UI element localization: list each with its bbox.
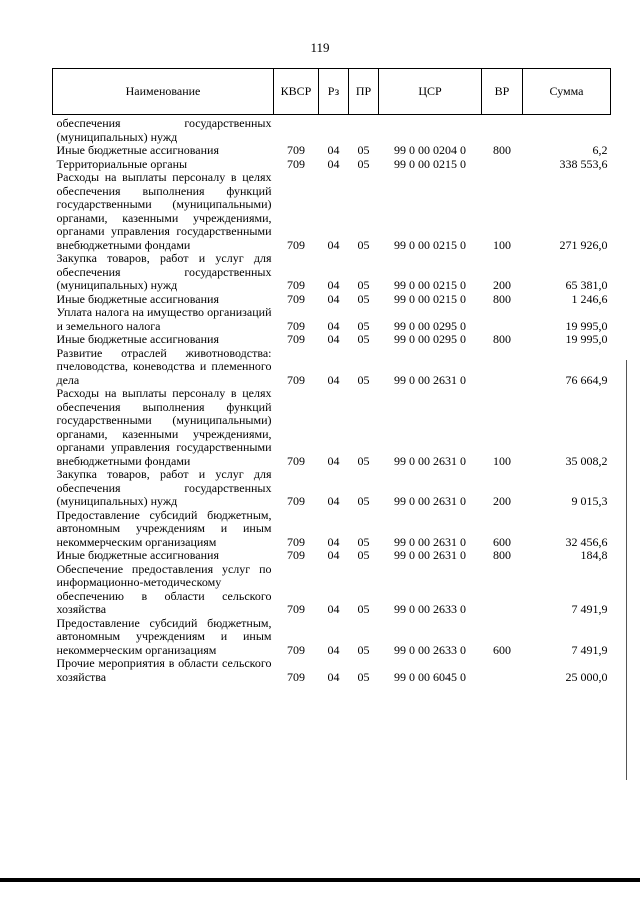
table-row bbox=[53, 468, 611, 509]
row-vr: 600 bbox=[493, 642, 511, 657]
row-vr bbox=[482, 657, 523, 684]
row-kvsr: 709 bbox=[287, 494, 305, 508]
row-kvsr: 709 bbox=[287, 372, 305, 387]
row-name: Закупка товаров, работ и услуг для обеспечения государственных (муниципальных) нужд bbox=[56, 251, 272, 292]
header-vr: ВР bbox=[482, 69, 523, 115]
row-sum bbox=[523, 115, 611, 145]
row-sum: 7 491,9 bbox=[571, 602, 608, 616]
row-pr: 05 bbox=[357, 156, 370, 171]
row-pr bbox=[349, 115, 379, 145]
row-vr: 100 bbox=[493, 237, 511, 252]
row-rz: 04 bbox=[327, 278, 340, 292]
table-row bbox=[53, 158, 611, 172]
row-sum: 338 553,6 bbox=[559, 156, 608, 171]
row-kvsr bbox=[274, 115, 319, 145]
row-rz: 04 bbox=[327, 318, 340, 333]
row-name: Уплата налога на имущество организаций и земельного налога bbox=[56, 305, 272, 333]
row-rz: 04 bbox=[327, 291, 340, 306]
row-sum: 65 381,0 bbox=[565, 278, 608, 292]
row-pr: 05 bbox=[357, 143, 370, 157]
header-rz: Рз bbox=[319, 69, 349, 115]
row-rz: 04 bbox=[327, 494, 340, 508]
row-name: Расходы на выплаты персоналу в целях обеспечения выполнения функций государственными (муниципальными) органами, казенными учреждениями, органами управления государственными внебюджетными фондами bbox=[56, 386, 272, 468]
row-vr bbox=[482, 306, 523, 333]
table-row bbox=[53, 306, 611, 333]
row-kvsr: 709 bbox=[287, 291, 305, 306]
row-sum: 25 000,0 bbox=[565, 669, 608, 684]
row-pr: 05 bbox=[357, 453, 370, 468]
header-name: Наименование bbox=[53, 69, 274, 115]
table-row bbox=[53, 549, 611, 563]
row-vr: 200 bbox=[493, 278, 511, 292]
table-row bbox=[53, 347, 611, 388]
row-name: Предоставление субсидий бюджетным, автономным учреждениям и иным некоммерческим организациям bbox=[56, 615, 272, 657]
row-pr: 05 bbox=[357, 669, 370, 684]
table-row bbox=[53, 293, 611, 307]
header-pr: ПР bbox=[349, 69, 379, 115]
row-name: Развитие отраслей животноводства: пчеловодства, коневодства и племенного дела bbox=[56, 345, 272, 387]
row-sum: 35 008,2 bbox=[565, 453, 608, 468]
row-csr: 99 0 00 2631 0 bbox=[394, 453, 466, 468]
table-row bbox=[53, 657, 611, 684]
row-csr: 99 0 00 6045 0 bbox=[394, 669, 466, 684]
row-csr: 99 0 00 2631 0 bbox=[394, 534, 466, 549]
table-row bbox=[53, 144, 611, 158]
row-pr: 05 bbox=[357, 642, 370, 657]
row-sum: 19 995,0 bbox=[565, 332, 608, 346]
row-vr: 800 bbox=[493, 548, 511, 562]
table-row bbox=[53, 333, 611, 347]
row-pr: 05 bbox=[357, 494, 370, 508]
row-vr bbox=[482, 563, 523, 617]
row-rz: 04 bbox=[327, 143, 340, 157]
row-sum: 271 926,0 bbox=[559, 237, 608, 252]
row-pr: 05 bbox=[357, 534, 370, 549]
row-kvsr: 709 bbox=[287, 318, 305, 333]
row-pr: 05 bbox=[357, 278, 370, 292]
row-name: обеспечения государственных (муниципальных) нужд bbox=[56, 116, 272, 144]
row-vr: 800 bbox=[493, 291, 511, 306]
row-kvsr: 709 bbox=[287, 642, 305, 657]
table-row bbox=[53, 617, 611, 658]
row-name: Иные бюджетные ассигнования bbox=[56, 332, 219, 346]
row-csr: 99 0 00 0295 0 bbox=[394, 318, 466, 333]
row-kvsr: 709 bbox=[287, 278, 305, 292]
row-name: Предоставление субсидий бюджетным, автономным учреждениям и иным некоммерческим организациям bbox=[56, 507, 272, 549]
header-csr: ЦСР bbox=[379, 69, 482, 115]
row-csr bbox=[379, 115, 482, 145]
row-sum: 32 456,6 bbox=[565, 534, 608, 549]
row-kvsr: 709 bbox=[287, 143, 305, 157]
row-kvsr: 709 bbox=[287, 548, 305, 562]
row-csr: 99 0 00 2631 0 bbox=[394, 372, 466, 387]
row-name: Прочие мероприятия в области сельского хозяйства bbox=[56, 656, 272, 684]
row-vr: 800 bbox=[493, 332, 511, 346]
row-csr: 99 0 00 2631 0 bbox=[394, 494, 466, 508]
row-kvsr: 709 bbox=[287, 534, 305, 549]
scan-edge-line bbox=[626, 360, 627, 780]
row-name: Закупка товаров, работ и услуг для обеспечения государственных (муниципальных) нужд bbox=[56, 467, 272, 508]
table-body bbox=[53, 115, 611, 685]
row-csr: 99 0 00 0204 0 bbox=[394, 143, 466, 157]
row-rz: 04 bbox=[327, 453, 340, 468]
row-rz: 04 bbox=[327, 237, 340, 252]
row-sum: 9 015,3 bbox=[571, 494, 608, 508]
row-csr: 99 0 00 2631 0 bbox=[394, 548, 466, 562]
row-rz: 04 bbox=[327, 372, 340, 387]
header-sum: Сумма bbox=[523, 69, 611, 115]
row-rz: 04 bbox=[327, 669, 340, 684]
row-pr: 05 bbox=[357, 332, 370, 346]
row-csr: 99 0 00 0295 0 bbox=[394, 332, 466, 346]
scan-bottom-bar bbox=[0, 878, 640, 882]
row-csr: 99 0 00 2633 0 bbox=[394, 602, 466, 616]
row-pr: 05 bbox=[357, 602, 370, 616]
row-vr bbox=[482, 347, 523, 388]
row-csr: 99 0 00 0215 0 bbox=[394, 291, 466, 306]
table-row bbox=[53, 387, 611, 468]
row-csr: 99 0 00 0215 0 bbox=[394, 156, 466, 171]
row-kvsr: 709 bbox=[287, 332, 305, 346]
row-name: Иные бюджетные ассигнования bbox=[56, 143, 219, 157]
row-kvsr: 709 bbox=[287, 669, 305, 684]
row-csr: 99 0 00 0215 0 bbox=[394, 237, 466, 252]
row-sum: 184,8 bbox=[580, 548, 608, 562]
row-pr: 05 bbox=[357, 237, 370, 252]
row-rz bbox=[319, 115, 349, 145]
row-sum: 7 491,9 bbox=[571, 642, 608, 657]
row-sum: 19 995,0 bbox=[565, 318, 608, 333]
header-kvsr: КВСР bbox=[274, 69, 319, 115]
row-name: Иные бюджетные ассигнования bbox=[56, 291, 219, 306]
row-csr: 99 0 00 0215 0 bbox=[394, 278, 466, 292]
table-row bbox=[53, 509, 611, 550]
table-header-row bbox=[53, 69, 611, 115]
row-rz: 04 bbox=[327, 534, 340, 549]
row-pr: 05 bbox=[357, 291, 370, 306]
row-name: Обеспечение предоставления услуг по информационно-методическому обеспечению в области сельского хозяйства bbox=[56, 561, 272, 616]
row-name: Иные бюджетные ассигнования bbox=[56, 548, 219, 562]
row-vr: 200 bbox=[493, 494, 511, 508]
row-csr: 99 0 00 2633 0 bbox=[394, 642, 466, 657]
budget-table bbox=[52, 68, 611, 684]
budget-table-container bbox=[52, 68, 610, 684]
row-kvsr: 709 bbox=[287, 602, 305, 616]
row-rz: 04 bbox=[327, 156, 340, 171]
table-row bbox=[53, 171, 611, 252]
row-pr: 05 bbox=[357, 318, 370, 333]
table-row bbox=[53, 115, 611, 145]
row-name: Территориальные органы bbox=[56, 156, 188, 171]
row-vr: 600 bbox=[493, 534, 511, 549]
row-sum: 76 664,9 bbox=[565, 372, 608, 387]
row-name: Расходы на выплаты персоналу в целях обеспечения выполнения функций государственными (муниципальными) органами, казенными учреждениями, органами управления государственными внебюджетными фондами bbox=[56, 170, 272, 252]
table-row bbox=[53, 252, 611, 293]
row-kvsr: 709 bbox=[287, 453, 305, 468]
row-vr bbox=[482, 158, 523, 172]
row-sum: 6,2 bbox=[592, 143, 608, 157]
row-rz: 04 bbox=[327, 602, 340, 616]
row-rz: 04 bbox=[327, 642, 340, 657]
row-rz: 04 bbox=[327, 548, 340, 562]
page-number: 119 bbox=[310, 40, 330, 55]
row-rz: 04 bbox=[327, 332, 340, 346]
row-pr: 05 bbox=[357, 548, 370, 562]
row-vr: 800 bbox=[493, 143, 511, 157]
row-vr bbox=[482, 115, 523, 145]
row-kvsr: 709 bbox=[287, 156, 305, 171]
row-pr: 05 bbox=[357, 372, 370, 387]
row-sum: 1 246,6 bbox=[571, 291, 608, 306]
table-row bbox=[53, 563, 611, 617]
row-kvsr: 709 bbox=[287, 237, 305, 252]
row-vr: 100 bbox=[493, 453, 511, 468]
